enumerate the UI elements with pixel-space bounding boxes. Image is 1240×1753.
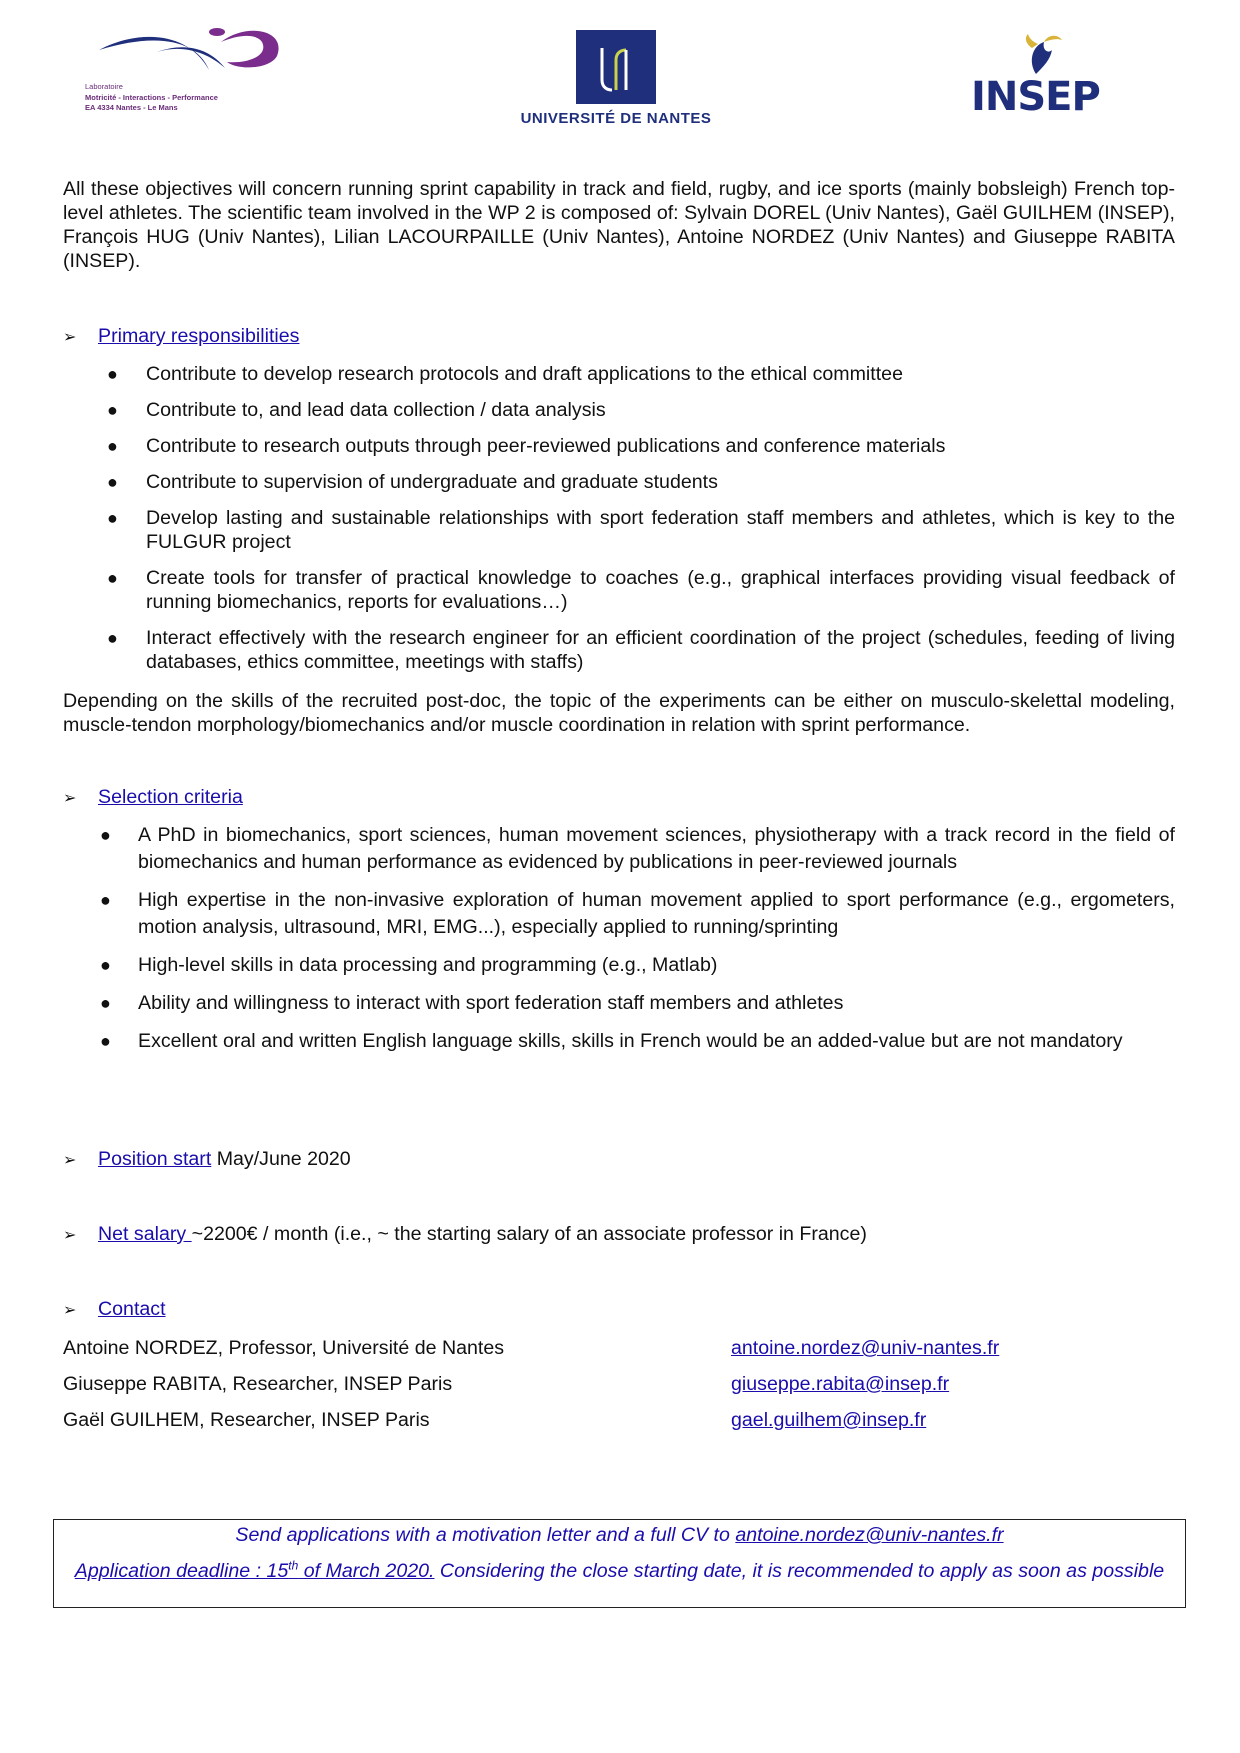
- contact-name: Antoine NORDEZ, Professor, Université de Nantes: [63, 1337, 505, 1359]
- send-applications-text: Send applications with a motivation letter and a full CV to: [235, 1524, 736, 1546]
- university-name: UNIVERSITÉ DE NANTES: [520, 110, 712, 127]
- deadline-note: Considering the close starting date, it is recommended to apply as soon as possible: [434, 1560, 1165, 1582]
- list-item: ● Interact effectively with the research engineer for an efficient coordination of the project (schedules, feeding of living databases, ethics committee, meetings with staffs): [107, 627, 1175, 673]
- list-item: ● Contribute to develop research protocols and draft applications to the ethical committee: [107, 363, 903, 385]
- depending-paragraph: Depending on the skills of the recruited post-doc, the topic of the experiments can be either on musculo-skelettal modeling, muscle-tendon morphology/biomechanics and/or muscle coordination in relation with sprint performance.: [63, 690, 1175, 736]
- arrow-bullet-icon: ➢: [63, 1152, 77, 1169]
- intro-paragraph: All these objectives will concern running sprint capability in track and field, rugby, and ice sports (mainly bobsleigh) French top-level athletes. The scientific team involved in the WP 2 is composed of: Sylvain DOREL (Univ Nantes), Gaël GUILHEM (INSEP), François HUG (Univ Nantes), Lilian LACOURPAILLE (Univ Nantes), Antoine NORDEZ (Univ Nantes) and Giuseppe RABITA (INSEP).: [63, 178, 1175, 272]
- bullet-icon: ●: [100, 955, 111, 975]
- net-salary-label[interactable]: Net salary: [98, 1223, 192, 1245]
- responsibilities-heading-row: [63, 324, 299, 350]
- arrow-bullet-icon: ➢: [63, 1302, 77, 1319]
- university-monogram-icon: [576, 30, 656, 104]
- lab-swoosh-icon: [97, 22, 287, 82]
- contact-row: [63, 1408, 1175, 1432]
- insep-wordmark: INSEP: [971, 74, 1100, 120]
- bullet-icon: ●: [107, 472, 118, 492]
- list-item: ● A PhD in biomechanics, sport sciences, human movement sciences, physiotherapy with a track record in the field of biomechanics and human performance as evidenced by publications in peer-reviewed journals: [100, 824, 1175, 873]
- list-item: ● Contribute to, and lead data collection / data analysis: [107, 399, 606, 421]
- contact-email-link[interactable]: gael.guilhem@insep.fr: [731, 1409, 927, 1431]
- list-item: ● Excellent oral and written English language skills, skills in French would be an added-value but are not mandatory: [0, 1028, 1175, 1055]
- position-start-label[interactable]: Position start: [98, 1148, 212, 1170]
- list-item: ● Contribute to supervision of undergraduate and graduate students: [107, 471, 718, 493]
- contact-heading[interactable]: Contact: [98, 1298, 166, 1320]
- selection-list: [0, 822, 1175, 1066]
- contact-email-link[interactable]: giuseppe.rabita@insep.fr: [731, 1373, 950, 1395]
- university-logo: [518, 30, 714, 134]
- contact-row: [63, 1336, 1175, 1360]
- bullet-icon: ●: [100, 1031, 111, 1051]
- bullet-icon: ●: [100, 825, 111, 845]
- net-salary-row: [63, 1222, 867, 1248]
- deadline-sup: th: [288, 1558, 299, 1573]
- bullet-icon: ●: [107, 568, 118, 588]
- responsibilities-heading[interactable]: Primary responsibilities: [98, 325, 300, 347]
- deadline-suffix: of March 2020.: [298, 1560, 435, 1582]
- contact-heading-row: [63, 1297, 166, 1323]
- bullet-icon: ●: [107, 508, 118, 528]
- lab-logo: [85, 22, 295, 127]
- list-item: ● Contribute to research outputs through peer-reviewed publications and conference materials: [107, 435, 946, 457]
- send-applications-line: [54, 1523, 1185, 1547]
- deadline-link[interactable]: [75, 1560, 435, 1582]
- application-box: [53, 1519, 1186, 1608]
- list-item: ● High-level skills in data processing and programming (e.g., Matlab): [0, 952, 1175, 979]
- deadline-prefix: Application deadline : 15: [74, 1560, 289, 1582]
- list-item: ● Develop lasting and sustainable relationships with sport federation staff members and athletes, which is key to the FULGUR project: [107, 507, 1175, 553]
- bullet-icon: ●: [100, 993, 111, 1013]
- selection-heading[interactable]: Selection criteria: [98, 786, 243, 808]
- contact-name: Giuseppe RABITA, Researcher, INSEP Paris: [63, 1373, 453, 1395]
- list-item: ● Ability and willingness to interact with sport federation staff members and athletes: [0, 990, 1175, 1017]
- position-start-value: May/June 2020: [211, 1148, 351, 1170]
- lab-logo-line1: Laboratoire: [85, 82, 123, 91]
- arrow-bullet-icon: ➢: [63, 1227, 77, 1244]
- contact-row: [63, 1372, 1175, 1396]
- contact-email-link[interactable]: antoine.nordez@univ-nantes.fr: [731, 1337, 1000, 1359]
- insep-logo: [968, 32, 1100, 127]
- bullet-icon: ●: [107, 436, 118, 456]
- responsibilities-list: [0, 362, 1175, 686]
- contact-name: Gaël GUILHEM, Researcher, INSEP Paris: [63, 1409, 430, 1431]
- send-applications-email-link[interactable]: antoine.nordez@univ-nantes.fr: [735, 1524, 1004, 1546]
- net-salary-value: ~2200€ / month (i.e., ~ the starting salary of an associate professor in France): [191, 1223, 867, 1245]
- bullet-icon: ●: [107, 364, 118, 384]
- bullet-icon: ●: [100, 890, 111, 910]
- selection-heading-row: [63, 785, 243, 811]
- lab-logo-line3: EA 4334 Nantes - Le Mans: [85, 103, 178, 112]
- arrow-bullet-icon: ➢: [63, 329, 77, 346]
- deadline-line: [54, 1559, 1185, 1583]
- lab-logo-line2: Motricité - Interactions - Performance: [85, 92, 218, 102]
- bullet-icon: ●: [107, 400, 118, 420]
- position-start-row: [63, 1147, 351, 1173]
- list-item: ● High expertise in the non-invasive exploration of human movement applied to sport performance (e.g., ergometers, motion analysis, ultrasound, MRI, EMG...), especially applied to running/sprinting: [100, 889, 1175, 938]
- list-item: ● Create tools for transfer of practical knowledge to coaches (e.g., graphical interfaces providing visual feedback of running biomechanics, reports for evaluations…): [107, 567, 1175, 613]
- bullet-icon: ●: [107, 628, 118, 648]
- insep-rooster-icon: [1008, 32, 1068, 76]
- arrow-bullet-icon: ➢: [63, 790, 77, 807]
